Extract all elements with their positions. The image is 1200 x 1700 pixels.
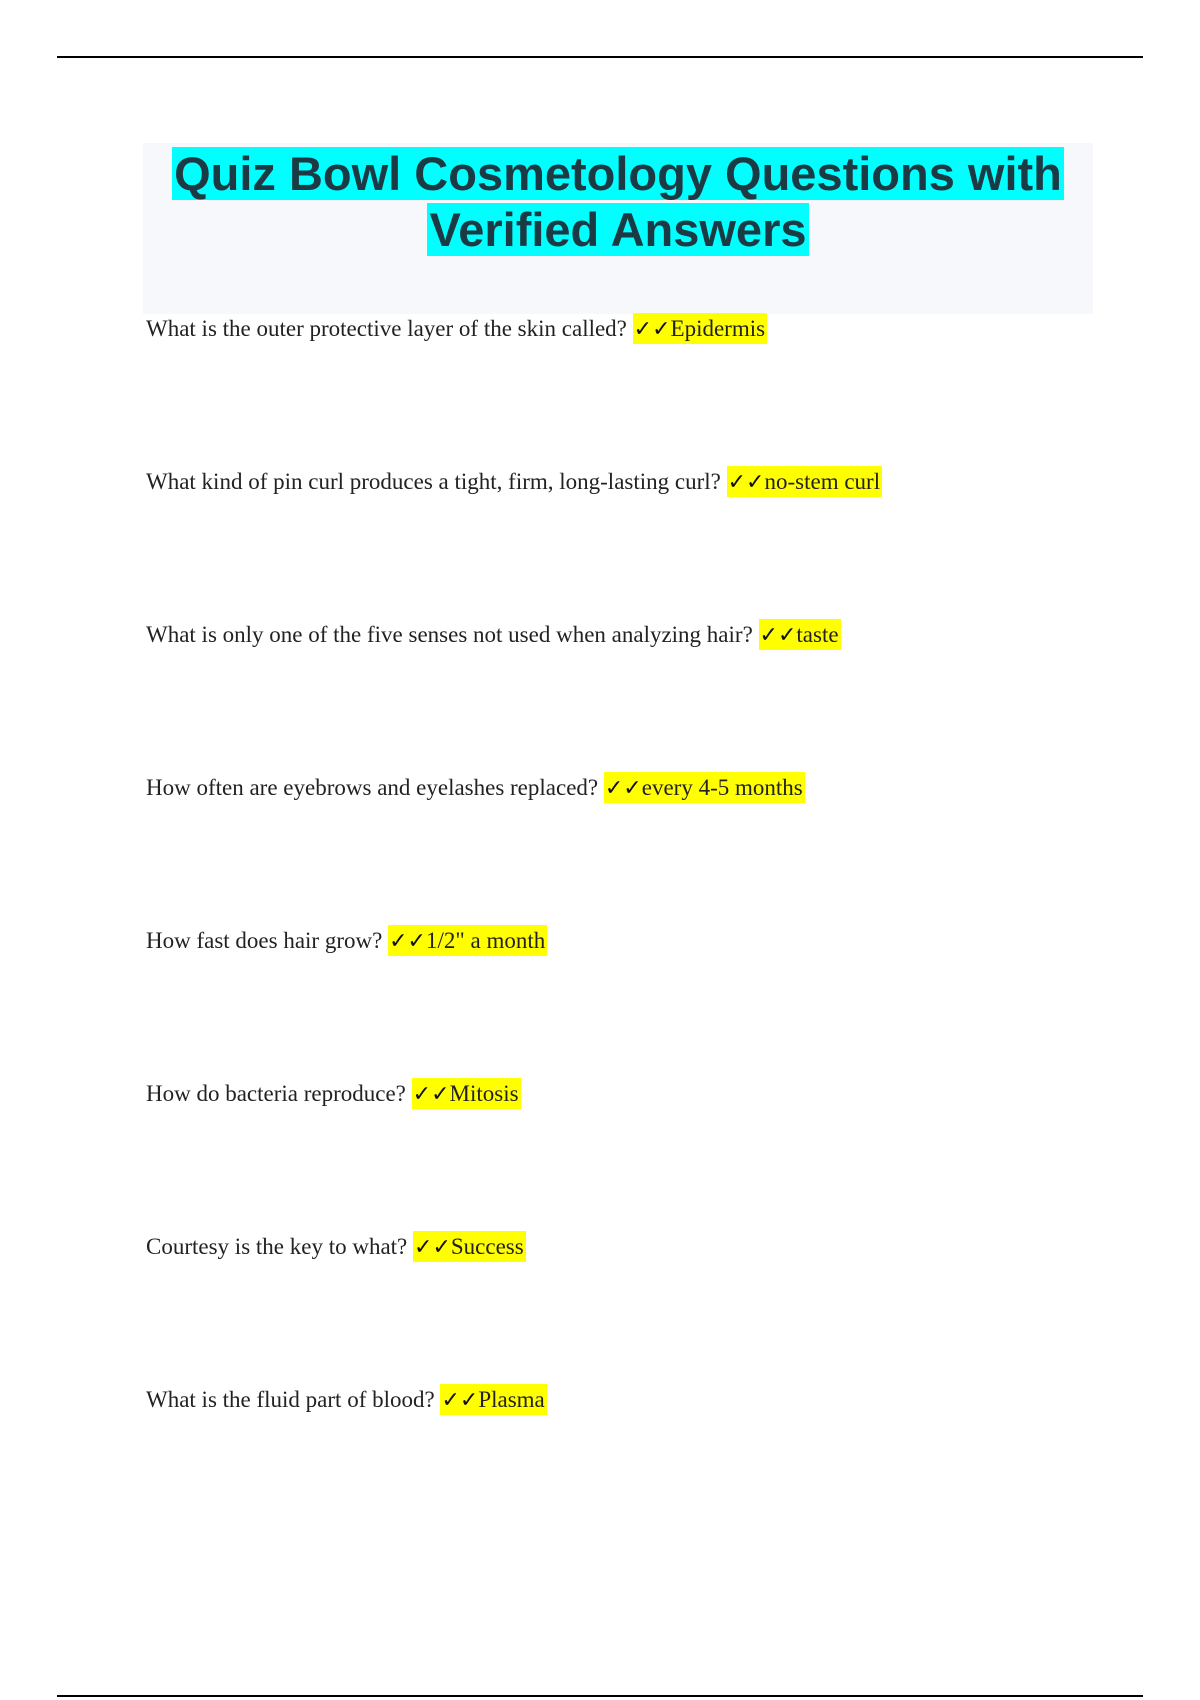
answer-highlight bbox=[604, 772, 805, 803]
qa-item bbox=[146, 1382, 1096, 1535]
question-text: How do bacteria reproduce? bbox=[146, 1081, 406, 1106]
answer-text: every 4-5 months bbox=[641, 775, 803, 800]
document-title-highlight: Quiz Bowl Cosmetology Questions with Verified Answers bbox=[174, 147, 1062, 256]
question-text: How often are eyebrows and eyelashes replaced? bbox=[146, 775, 599, 800]
double-check-icon: ✓✓ bbox=[389, 929, 426, 954]
double-check-icon: ✓✓ bbox=[604, 776, 642, 801]
answer-text: taste bbox=[796, 622, 839, 647]
question-text: What is the fluid part of blood? bbox=[146, 1387, 435, 1412]
answer-highlight bbox=[412, 1078, 521, 1109]
qa-item bbox=[146, 1229, 1096, 1382]
double-check-icon: ✓✓ bbox=[633, 317, 671, 342]
title-panel bbox=[143, 143, 1093, 314]
answer-text: 1/2" a month bbox=[425, 928, 546, 953]
double-check-icon: ✓✓ bbox=[727, 470, 765, 495]
qa-item bbox=[146, 923, 1096, 1076]
answer-highlight bbox=[759, 619, 841, 650]
question-text: Courtesy is the key to what? bbox=[146, 1234, 408, 1259]
question-text: How fast does hair grow? bbox=[146, 928, 383, 953]
qa-item bbox=[146, 464, 1096, 617]
document-title bbox=[143, 143, 1093, 258]
answer-text: Epidermis bbox=[670, 316, 766, 341]
footer-rule bbox=[57, 1695, 1143, 1697]
answer-highlight bbox=[413, 1231, 526, 1262]
qa-item bbox=[146, 617, 1096, 770]
answer-text: Mitosis bbox=[449, 1081, 519, 1106]
answer-highlight bbox=[727, 466, 882, 497]
qa-item bbox=[146, 1076, 1096, 1229]
question-list bbox=[146, 311, 1096, 1535]
answer-highlight bbox=[440, 1384, 546, 1415]
double-check-icon: ✓✓ bbox=[759, 623, 797, 648]
qa-item bbox=[146, 311, 1096, 464]
answer-highlight bbox=[633, 313, 767, 344]
answer-text: Success bbox=[450, 1234, 524, 1259]
answer-highlight bbox=[388, 925, 547, 956]
question-text: What kind of pin curl produces a tight, firm, long-lasting curl? bbox=[146, 469, 721, 494]
double-check-icon: ✓✓ bbox=[412, 1082, 450, 1107]
answer-text: no-stem curl bbox=[764, 469, 881, 494]
question-text: What is only one of the five senses not used when analyzing hair? bbox=[146, 622, 753, 647]
answer-text: Plasma bbox=[478, 1387, 545, 1412]
question-text: What is the outer protective layer of the skin called? bbox=[146, 316, 627, 341]
qa-item bbox=[146, 770, 1096, 923]
header-rule bbox=[57, 56, 1143, 58]
double-check-icon: ✓✓ bbox=[441, 1388, 479, 1413]
double-check-icon: ✓✓ bbox=[414, 1235, 451, 1260]
